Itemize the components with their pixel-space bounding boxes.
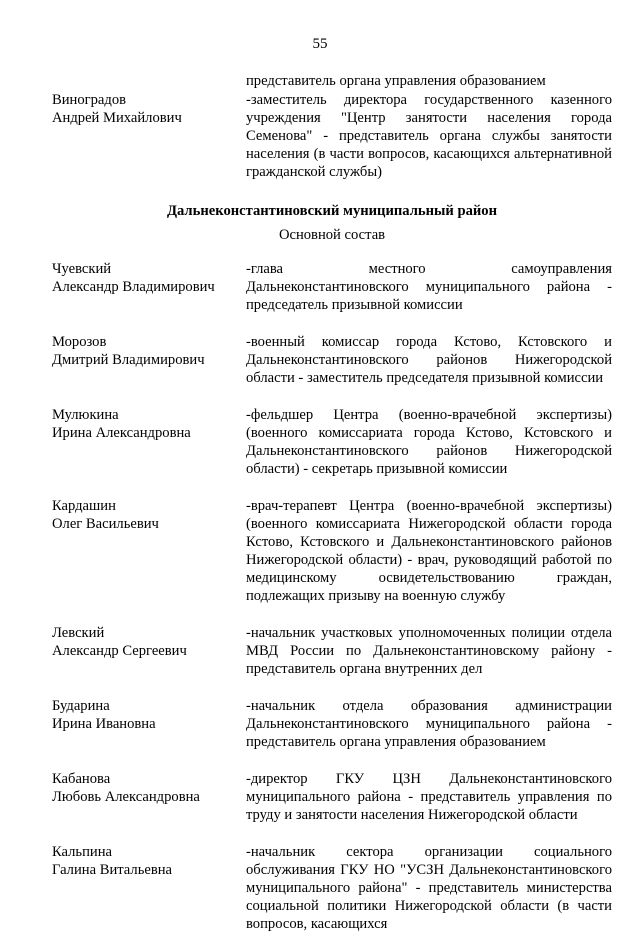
member-role: -фельдшер Центра (военно-врачебной экспертизы) (военного комиссариата города Кстово, Кстовского и Дальнеконстантиновского районов Нижегородской области) - секретарь призывной комиссии xyxy=(246,407,612,477)
member-given-names: Олег Васильевич xyxy=(52,516,159,532)
member-surname: Мулюкина xyxy=(52,407,119,423)
page-number: 55 xyxy=(312,36,328,52)
member-surname: Чуевский xyxy=(52,261,112,277)
member-given-names: Ирина Ивановна xyxy=(52,716,156,732)
member-name xyxy=(52,91,246,181)
member-name xyxy=(52,770,246,824)
member-name xyxy=(52,497,246,605)
member-given-names: Андрей Михайлович xyxy=(52,110,182,126)
member-entry xyxy=(52,333,612,387)
member-entry xyxy=(52,770,612,824)
member-name xyxy=(52,624,246,678)
member-surname: Кабанова xyxy=(52,771,111,787)
member-surname: Кардашин xyxy=(52,498,116,514)
member-given-names: Галина Витальевна xyxy=(52,862,173,878)
member-given-names: Дмитрий Владимирович xyxy=(52,352,205,368)
member-surname: Виноградов xyxy=(52,92,127,108)
section-subtitle: Основной состав xyxy=(278,227,386,243)
member-given-names: Ирина Александровна xyxy=(52,425,191,441)
member-role: -начальник сектора организации социального обслуживания ГКУ НО "УСЗН Дальнеконстантиновского муниципального района" - представитель министерства социальной политики Нижегородской области (в части вопросов, касающихся xyxy=(246,844,612,932)
member-surname: Кальпина xyxy=(52,844,112,860)
member-name xyxy=(52,843,246,933)
member-role: -заместитель директора государственного казенного учреждения "Центр занятости населения города Семенова" - представитель органа службы занятости населения (в части вопросов, касающихся альтернативной гражданской службы) xyxy=(246,92,612,180)
member-name xyxy=(52,333,246,387)
member-role: -начальник отдела образования администрации Дальнеконстантиновского муниципального района - представитель органа управления образованием xyxy=(246,698,612,750)
commission-list xyxy=(52,72,612,933)
member-role: -военный комиссар города Кстово, Кстовского и Дальнеконстантиновского районов Нижегородской области - заместитель председателя призывной комиссии xyxy=(246,334,612,386)
member-entry xyxy=(52,624,612,678)
member-name xyxy=(52,697,246,751)
member-given-names: Любовь Александровна xyxy=(52,789,200,805)
member-given-names: Александр Сергеевич xyxy=(52,643,187,659)
member-role: -врач-терапевт Центра (военно-врачебной экспертизы) (военного комиссариата Нижегородской области города Кстово, Кстовского и Дальнеконстантиновского районов Нижегородской области) - врач, руководящий работой по медицинскому освидетельствованию граждан, подлежащих призыву на военную службу xyxy=(246,498,612,604)
member-entry xyxy=(52,91,612,181)
member-entry xyxy=(52,843,612,933)
member-entry xyxy=(52,697,612,751)
member-surname: Морозов xyxy=(52,334,107,350)
member-entry xyxy=(52,260,612,314)
member-role: -директор ГКУ ЦЗН Дальнеконстантиновского муниципального района - представитель управления по труду и занятости населения Нижегородской области xyxy=(246,771,612,823)
member-name xyxy=(52,260,246,314)
member-given-names: Александр Владимирович xyxy=(52,279,215,295)
member-surname: Левский xyxy=(52,625,105,641)
member-entry xyxy=(52,497,612,605)
member-name xyxy=(52,406,246,478)
section-title: Дальнеконстантиновский муниципальный район xyxy=(166,203,498,219)
member-role: -глава местного самоуправления Дальнеконстантиновского муниципального района - председатель призывной комиссии xyxy=(246,261,612,313)
continued-role-text: представитель органа управления образованием xyxy=(246,73,546,89)
member-role: -начальник участковых уполномоченных полиции отдела МВД России по Дальнеконстантиновскому району - представитель органа внутренних дел xyxy=(246,625,612,677)
member-surname: Бударина xyxy=(52,698,110,714)
member-entry xyxy=(52,406,612,478)
